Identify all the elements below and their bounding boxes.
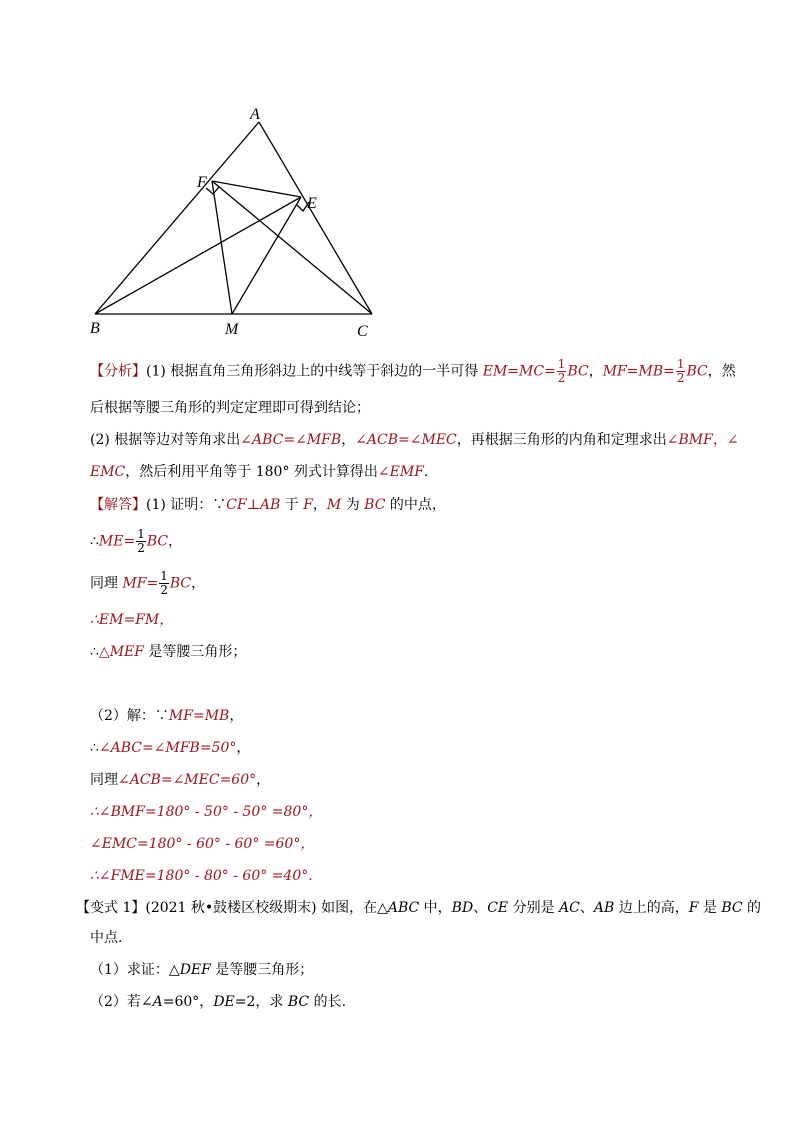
- edge-ab: [95, 122, 259, 314]
- variant-line-2: 中点.: [90, 930, 123, 946]
- label-c: C: [357, 323, 368, 340]
- eq-em-mc: EM=MC=: [482, 363, 556, 380]
- answer-tag: 【解答】: [90, 497, 146, 513]
- fraction-half: $\frac{1}{2}$: [557, 357, 566, 385]
- analysis-line-1: 【分析】(1) 根据直角三角形斜边上的中线等于斜边的一半可得 EM=MC= $\frac{1}{2}$ BC，MF=MB= $\frac{1}{2}$ BC，然: [90, 357, 736, 385]
- analysis-tag: 【分析】: [90, 363, 146, 380]
- label-a: A: [250, 106, 260, 123]
- variant-line-1: 【变式 1】(2021 秋•鼓楼区校级期末) 如图，在△ABC 中，BD、CE 分别是 AC、AB 边上的高，F 是 BC 的: [76, 900, 762, 916]
- answer-line-3: 同理 MF= $\frac{1}{2}$ BC，: [90, 569, 206, 597]
- bc: BC: [567, 363, 589, 380]
- answer-line-4: ∴EM=FM，: [90, 612, 174, 628]
- fraction-half-2: $\frac{1}{2}$: [676, 357, 685, 385]
- answer-line-8: 同理∠ACB=∠MEC=60°，: [90, 772, 271, 788]
- answer-line-9: ∴∠BMF=180° - 50° - 50° =80°，: [90, 804, 323, 820]
- analysis-line-4: EMC，然后利用平角等于 180° 列式计算得出∠EMF.: [90, 464, 429, 480]
- edge-ac: [259, 122, 372, 314]
- segment-be: [95, 197, 301, 314]
- segment-fm: [212, 181, 232, 314]
- label-e: E: [307, 195, 317, 212]
- fraction-half-4: $\frac{1}{2}$: [160, 569, 168, 597]
- geometry-figure: [0, 0, 794, 350]
- fraction-half-3: $\frac{1}{2}$: [137, 527, 145, 555]
- answer-line-10: ∠EMC=180° - 60° - 60° =60°，: [90, 836, 315, 852]
- variant-q2: （2）若∠A=60°，DE=2，求 BC 的长.: [90, 994, 347, 1010]
- analysis-text: (1) 根据直角三角形斜边上的中线等于斜边的一半可得: [146, 363, 483, 380]
- answer-line-5: ∴△MEF 是等腰三角形；: [90, 644, 247, 660]
- segment-em: [232, 197, 301, 314]
- analysis-line-3: (2) 根据等边对等角求出∠ABC=∠MFB，∠ACB=∠MEC，再根据三角形的内角和定理求出∠BMF，∠: [90, 432, 739, 448]
- label-m: M: [225, 321, 239, 338]
- label-f: F: [197, 174, 207, 191]
- label-b: B: [90, 320, 100, 337]
- answer-line-1: 【解答】(1) 证明：∵CF⊥AB 于 F，M 为 BC 的中点，: [90, 497, 446, 513]
- answer-line-6: （2）解：∵MF=MB，: [90, 708, 244, 724]
- segment-fe: [212, 181, 301, 197]
- segment-cf: [212, 181, 372, 314]
- answer-line-7: ∴∠ABC=∠MFB=50°，: [90, 740, 251, 756]
- answer-line-11: ∴∠FME=180° - 80° - 60° =40°.: [90, 868, 313, 884]
- eq-mf-mb: MF=MB=: [602, 363, 675, 380]
- analysis-line-2: 后根据等腰三角形的判定定理即可得到结论；: [90, 400, 370, 416]
- variant-q1: （1）求证：△DEF 是等腰三角形；: [90, 962, 314, 978]
- answer-line-2: ∴ME= $\frac{1}{2}$ BC，: [90, 527, 183, 555]
- variant-tag: 【变式 1】: [76, 900, 146, 916]
